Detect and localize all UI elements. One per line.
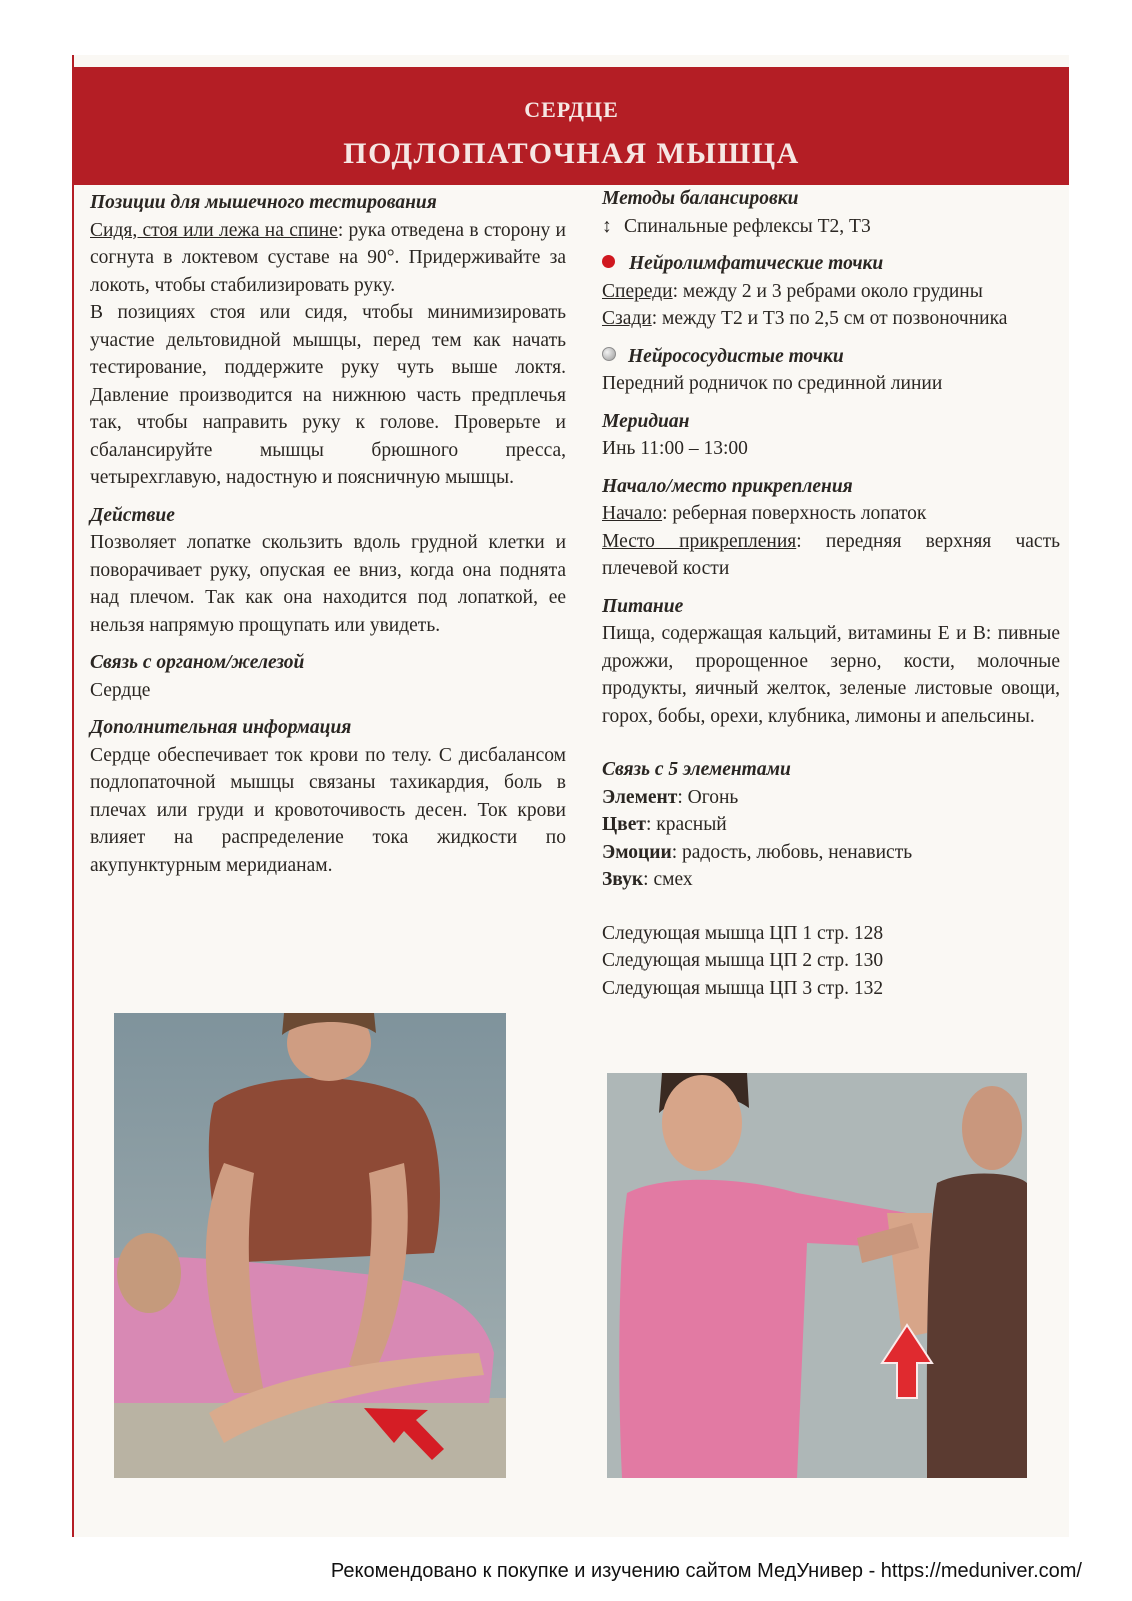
color-value: : красный	[645, 814, 727, 835]
book-page	[72, 55, 1069, 1537]
sound-label: Звук	[602, 869, 644, 890]
lymph-back-text: : между Т2 и Т3 по 2,5 см от позвоночника	[651, 308, 1008, 329]
methods-reflex-text: Спинальные рефлексы Т2, Т3	[624, 215, 871, 237]
vascular-heading: Нейрососудистые точки	[628, 345, 844, 367]
next-muscle-1: Следующая мышца ЦП 1 стр. 128	[602, 922, 884, 944]
testing-position	[90, 217, 566, 300]
emotion-row	[602, 839, 1060, 867]
page-title: ПОДЛОПАТОЧНАЯ МЫШЦА	[343, 137, 800, 170]
sound-value: : смех	[643, 869, 693, 890]
nutrition-heading: Питание	[602, 595, 684, 617]
info-heading: Дополнительная информация	[90, 717, 352, 738]
info-text: Сердце обеспечивает ток крови по телу. С дисбалансом подлопаточной мышцы связаны тахикардия, боль в плечах или груди и кровоточивость десен. Ток крови влияет на распределение тока жидкости по акупунктурным меридианам.	[90, 744, 566, 876]
lymph-front-label: Спереди	[602, 280, 673, 302]
emotion-value: : радость, любовь, ненависть	[671, 841, 913, 863]
vascular-heading-row	[602, 343, 1060, 371]
testing-position-text: : рука отведена в сторону и согнута в локтевом суставе на 90°. Придерживайте за локоть, чтобы стабилизировать руку.	[90, 219, 566, 296]
insertion-row	[602, 528, 1060, 583]
testing-text: В позициях стоя или сидя, чтобы минимизировать участие дельтовидной мышцы, перед тем как начать тестирование, поддержите руку чуть выше локтя. Давление производится на нижнюю часть предплечья так, чтобы направить руку к голове. Проверьте и сбалансируйте мышцы брюшного пресса, четырехглавую, надостную и поясничную мышцы.	[90, 302, 566, 488]
color-row	[602, 811, 1060, 839]
emotion-label: Эмоции	[602, 841, 672, 863]
lymph-back-label: Сзади	[602, 308, 652, 329]
page-header	[74, 67, 1069, 185]
next-muscle-3: Следующая мышца ЦП 3 стр. 132	[602, 977, 884, 999]
meridian-heading: Меридиан	[602, 410, 690, 432]
photo-lying-test	[114, 1013, 506, 1478]
section-title: СЕРДЦЕ	[524, 97, 619, 122]
lymph-back	[602, 305, 1060, 333]
testing-position-label: Сидя, стоя или лежа на спине	[90, 219, 338, 241]
organ-heading: Связь с органом/железой	[90, 652, 305, 673]
red-dot-icon	[602, 255, 615, 268]
next-muscle-2: Следующая мышца ЦП 2 стр. 130	[602, 950, 884, 971]
origin-label: Начало	[602, 503, 663, 524]
lymph-heading-row	[602, 250, 1060, 278]
nutrition-text: Пища, содержащая кальций, витамины Е и В: пивные дрожжи, пророщенное зерно, кости, молочные продукты, яичный желток, зеленые листовые овощи, горох, бобы, орехи, клубника, лимоны и апельсины.	[602, 623, 1060, 727]
lymph-front	[602, 278, 1060, 306]
methods-heading: Методы балансировки	[602, 188, 799, 209]
up-down-arrow-icon: ↕	[602, 215, 612, 237]
sound-row	[602, 866, 1060, 894]
methods-reflex	[602, 213, 1060, 241]
lymph-heading: Нейролимфатические точки	[629, 253, 884, 274]
action-heading: Действие	[90, 504, 175, 526]
element-row	[602, 784, 1060, 812]
elements-heading: Связь с 5 элементами	[602, 759, 791, 780]
insertion-label: Место прикрепления	[602, 530, 797, 552]
origin-text: : реберная поверхность лопаток	[662, 503, 927, 524]
footer-recommendation: Рекомендовано к покупке и изучению сайтом МедУнивер - https://meduniver.com/	[330, 1560, 1082, 1582]
insertion-text: : передняя верхняя часть плечевой кости	[602, 530, 1060, 579]
right-column	[602, 185, 1060, 1002]
element-value: : Огонь	[677, 786, 739, 808]
photo-lying-test-illustration	[114, 1013, 506, 1478]
element-label: Элемент	[602, 786, 678, 808]
grey-dot-icon	[602, 347, 616, 361]
organ-text: Сердце	[90, 679, 151, 701]
photo-standing-test	[607, 1073, 1027, 1478]
color-label: Цвет	[602, 814, 646, 835]
testing-heading: Позиции для мышечного тестирования	[90, 192, 437, 213]
left-column	[90, 189, 566, 879]
action-text: Позволяет лопатке скользить вдоль грудной клетки и поворачивает руку, опуская ее вниз, когда она поднята над плечом. Так как она находится под лопаткой, ее нельзя напрямую прощупать или увидеть.	[90, 532, 566, 636]
origin-row	[602, 500, 1060, 528]
vascular-text: Передний родничок по срединной линии	[602, 373, 943, 394]
lymph-front-text: : между 2 и 3 ребрами около грудины	[672, 280, 983, 302]
origin-heading: Начало/место прикрепления	[602, 475, 853, 497]
photo-standing-test-illustration	[607, 1073, 1027, 1478]
meridian-text: Инь 11:00 – 13:00	[602, 438, 748, 459]
